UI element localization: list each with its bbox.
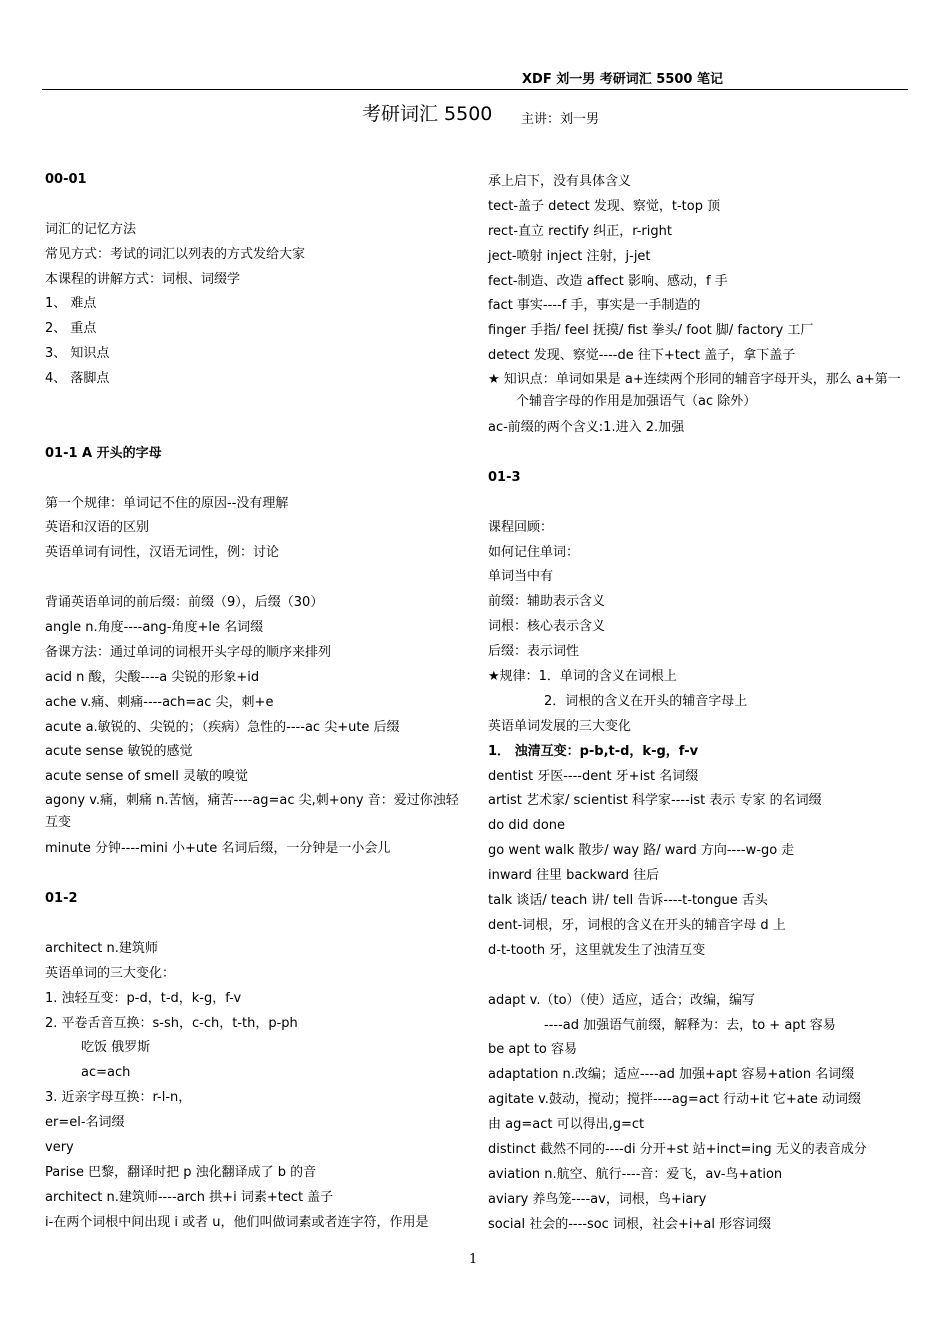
text-line: 如何记住单词： xyxy=(488,544,580,560)
left-column xyxy=(45,168,465,1236)
text-line: angle n.角度----ang-角度+le 名词缀 xyxy=(45,620,264,636)
text-line: very xyxy=(45,1139,74,1155)
text-line: i-在两个词根中间出现 i 或者 u，他们叫做词素或者连字符，作用是 xyxy=(45,1214,429,1230)
text-line: inward 往里 backward 往后 xyxy=(488,868,660,884)
text-line: ★规律：1．单词的含义在词根上 xyxy=(488,669,677,685)
text-line: aviation n.航空、航行----音：爱飞，av-鸟+ation xyxy=(488,1166,783,1182)
lecturer-label: 主讲：刘一男 xyxy=(521,112,600,127)
text-line: 课程回顾： xyxy=(488,519,554,535)
text-line: d-t-tooth 牙，这里就发生了浊清互变 xyxy=(488,942,706,958)
text-line: architect n.建筑师 xyxy=(45,940,158,956)
text-line: ac-前缀的两个含义:1.进入 2.加强 xyxy=(488,420,685,436)
text-line: 由 ag=act 可以得出,g=ct xyxy=(488,1117,645,1133)
text-line: finger 手指/ feel 抚摸/ fist 拳头/ foot 脚/ factory 工厂 xyxy=(488,323,814,339)
blank-line xyxy=(45,862,465,887)
text-line: social 社会的----soc 词根，社会+i+al 形容词缀 xyxy=(488,1216,772,1232)
page-title: 考研词汇 5500 xyxy=(362,103,493,125)
running-header: XDF 刘一男 考研词汇 5500 笔记 xyxy=(522,72,723,87)
text-line: 前缀：辅助表示含义 xyxy=(488,594,606,610)
text-line: 词根：核心表示含义 xyxy=(488,619,606,635)
text-line: fact 事实----f 手，事实是一手制造的 xyxy=(488,298,701,314)
text-line: 1、 难点 xyxy=(45,296,97,312)
text-line: acute a.敏锐的、尖锐的；（疾病）急性的----ac 尖+ute 后缀 xyxy=(45,719,400,735)
text-line: 常见方式：考试的词汇以列表的方式发给大家 xyxy=(45,246,306,262)
text-line: 英语单词发展的三大变化 xyxy=(488,718,632,734)
text-line: 2、 重点 xyxy=(45,321,97,337)
text-line: 1. 浊轻互变：p-d，t-d，k-g，f-v xyxy=(45,990,242,1006)
text-line: 英语单词的三大变化： xyxy=(45,965,176,981)
text-line: 2．词根的含义在开头的辅音字母上 xyxy=(544,693,748,709)
text-line: ject-喷射 inject 注射，j-jet xyxy=(488,248,651,264)
text-line: detect 发现、察觉----de 往下+tect 盖子，拿下盖子 xyxy=(488,348,796,364)
text-line: dentist 牙医----dent 牙+ist 名词缀 xyxy=(488,768,699,784)
text-line: 3. 近亲字母互换：r-l-n， xyxy=(45,1090,192,1106)
text-line: 词汇的记忆方法 xyxy=(45,221,137,237)
text-line: 背诵英语单词的前后缀：前缀（9），后缀（30） xyxy=(45,595,324,611)
text-line: fect-制造、改造 affect 影响、感动，f 手 xyxy=(488,273,728,289)
text-line: 备课方法：通过单词的词根开头字母的顺序来排列 xyxy=(45,644,332,660)
blank-line xyxy=(45,392,465,417)
text-line: 后缀：表示词性 xyxy=(488,644,580,660)
text-line: 单词当中有 xyxy=(488,569,554,585)
text-line: Parise 巴黎，翻译时把 p 浊化翻译成了 b 的音 xyxy=(45,1164,317,1180)
text-line: ac=ach xyxy=(81,1065,131,1081)
page-number: 1 xyxy=(469,1252,478,1267)
text-line: er=el-名词缀 xyxy=(45,1115,125,1131)
text-line: 3、 知识点 xyxy=(45,346,110,362)
blank-line xyxy=(45,467,465,492)
text-line: distinct 截然不同的----di 分开+st 站+inct=ing 无义的表音成分 xyxy=(488,1141,867,1157)
text-line: acid n 酸，尖酸----a 尖锐的形象+id xyxy=(45,669,260,685)
text-line: rect-直立 rectify 纠正，r-right xyxy=(488,223,672,239)
text-line: ----ad 加强语气前缀，解释为：去，to + apt 容易 xyxy=(544,1017,836,1033)
text-line: talk 谈话/ teach 讲/ tell 告诉----t-tongue 舌头 xyxy=(488,893,768,909)
text-line: 4、 落脚点 xyxy=(45,371,110,387)
blank-line xyxy=(488,491,913,516)
text-line: agony v.痛，刺痛 n.苦恼，痛苦----ag=ac 尖,刺+ony 音：爱过你浊轻互变 xyxy=(45,793,459,831)
blank-line xyxy=(45,193,465,218)
text-line: ★ 知识点：单词如果是 a+连续两个形同的辅音字母开头，那么 a+第一个辅音字母的作用是加强语气（ac 除外） xyxy=(488,372,901,410)
blank-line xyxy=(45,912,465,937)
header-rule xyxy=(42,89,908,90)
text-line: 第一个规律：单词记不住的原因--没有理解 xyxy=(45,495,289,511)
section-heading: 01-2 xyxy=(45,891,78,907)
text-line: adaptation n.改编；适应----ad 加强+apt 容易+ation 名词缀 xyxy=(488,1067,855,1083)
right-column xyxy=(488,170,913,1238)
text-line: 吃饭 俄罗斯 xyxy=(81,1040,151,1056)
blank-line xyxy=(45,566,465,591)
text-line: go went walk 散步/ way 路/ ward 方向----w-go 走 xyxy=(488,843,795,859)
text-line: artist 艺术家/ scientist 科学家----ist 表示 专家 的名词缀 xyxy=(488,793,822,809)
text-line: ache v.痛、刺痛----ach=ac 尖，刺+e xyxy=(45,694,274,710)
text-line: acute sense 敏锐的感觉 xyxy=(45,744,193,760)
text-line: be apt to 容易 xyxy=(488,1042,578,1058)
text-line: minute 分钟----mini 小+ute 名词后缀，一分钟是一小会儿 xyxy=(45,841,391,857)
text-line: agitate v.鼓动，搅动；搅拌----ag=act 行动+it 它+ate 动词缀 xyxy=(488,1092,861,1108)
blank-line xyxy=(45,417,465,442)
text-line: aviary 养鸟笼----av，词根，鸟+iary xyxy=(488,1191,707,1207)
blank-line xyxy=(488,964,913,989)
text-line: acute sense of smell 灵敏的嗅觉 xyxy=(45,769,248,785)
text-line: do did done xyxy=(488,818,566,834)
blank-line xyxy=(488,441,913,466)
text-line: 2. 平卷舌音互换：s-sh，c-ch，t-th，p-ph xyxy=(45,1015,298,1031)
section-heading: 01-3 xyxy=(488,469,521,485)
text-line: tect-盖子 detect 发现、察觉，t-top 顶 xyxy=(488,198,721,214)
section-heading: 00-01 xyxy=(45,172,87,187)
text-line: architect n.建筑师----arch 拱+i 词素+tect 盖子 xyxy=(45,1189,334,1205)
section-heading: 01-1 A 开头的字母 xyxy=(45,445,162,461)
text-line: 承上启下，没有具体含义 xyxy=(488,174,632,189)
text-line: 英语单词有词性，汉语无词性，例：讨论 xyxy=(45,545,280,561)
section-heading: 1． 浊清互变：p-b,t-d，k-g，f-v xyxy=(488,743,699,759)
text-line: adapt v.（to）（使）适应，适合；改编，编写 xyxy=(488,992,756,1008)
text-line: 本课程的讲解方式：词根、词缀学 xyxy=(45,271,241,287)
text-line: 英语和汉语的区别 xyxy=(45,520,150,536)
text-line: dent-词根，牙，词根的含义在开头的辅音字母 d 上 xyxy=(488,917,786,933)
